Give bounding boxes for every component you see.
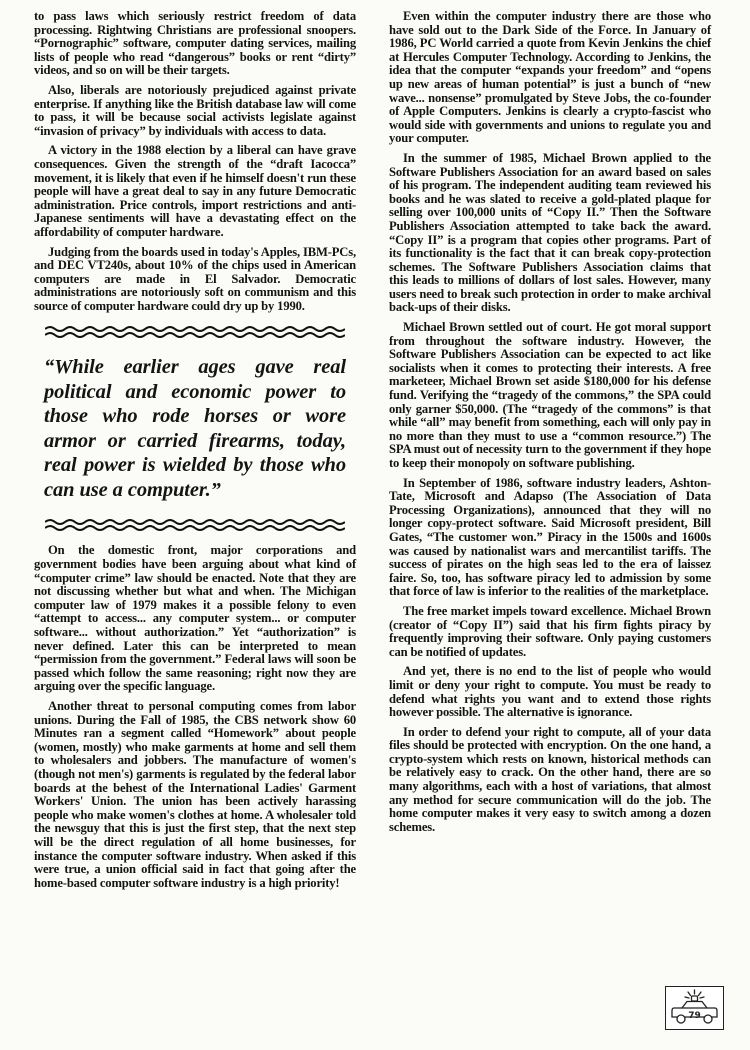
page-logo xyxy=(665,986,724,1030)
paragraph: The free market impels toward excellence. Michael Brown (creator of “Copy II”) said that his firm fights piracy by frequently improving their software. Only paying customers can be notified of updates. xyxy=(389,603,711,659)
paragraph: A victory in the 1988 election by a liberal can have grave consequences. Given the strength of the “draft Iacocca” movement, it is likely that even if he himself doesn't run these people will have a great deal to say in any future Democratic administration. Price controls, import restrictions and anti-Japanese sentiments will have a devastating effect on the affordability of computer hardware. xyxy=(34,143,356,239)
wavy-rule-top xyxy=(45,325,345,339)
paragraph: Even within the computer industry there are those who have sold out to the Dark Side of the Force. In January of 1986, PC World carried a quote from Kevin Jenkins the chief at Hercules Computer Technology. According to Jenkins, the idea that the computer “expands your freedom” and “opens up new areas of human potential” is just a bunch of “new wave... nonsense” promulgated by Steve Jobs, the co-founder of Apple Computers. Jenkins is clearly a crypto-fascist who would side with governments and unions to regulate you and your computer. xyxy=(389,9,711,146)
page-number: 79 xyxy=(688,1011,701,1021)
wavy-rule-bottom xyxy=(45,518,345,532)
pull-quote-box xyxy=(34,325,356,532)
right-column xyxy=(389,10,711,834)
paragraph: Judging from the boards used in today's Apples, IBM-PCs, and DEC VT240s, about 10% of the chips used in American computers are made in El Salvador. Democratic administrations are notoriously soft on communism and this source of computer hardware could dry up by 1990. xyxy=(34,244,356,313)
paragraph: Michael Brown settled out of court. He got moral support from throughout the software industry. However, the Software Publishers Association can be expected to act like socialists when it comes to protecting their interests. A free marketeer, Michael Brown set aside $180,000 for his defense fund. Verifying the “tragedy of the commons,” the SPA could only garner $50,000. (The “tragedy of the commons” is that while “all” may benefit from something, each will only pay in no more than they must to use a “common resource.”) The SPA must out of necessity turn to the government if they hope to keep their monopoly on software publishing. xyxy=(389,320,711,470)
car-with-beacon-icon xyxy=(666,987,723,1029)
paragraph: On the domestic front, major corporations and government bodies have been arguing about what kind of “computer crime” law should be enacted. Note that they are not discussing whether but what and when. The Michigan computer law of 1979 makes it a possible felony to even “attempt to access... any computer system... or computer software... without authorization.” Yet “authorization” is never defined. Later this can be interpreted to mean “permission from the government.” Federal laws will soon be passed which follow the same reasoning; right now they are arguing over the specific language. xyxy=(34,543,356,694)
paragraph: to pass laws which seriously restrict freedom of data processing. Rightwing Christians are professional snoopers. “Pornographic” software, computer dating services, mailing lists of people who read “dangerous” books or rent “dirty” videos, and so on will be their targets. xyxy=(34,9,356,78)
left-column xyxy=(34,10,356,890)
paragraph: And yet, there is no end to the list of people who would limit or deny your right to compute. You must be ready to defend what rights you want and to extend those rights however possible. The alternative is ignorance. xyxy=(389,664,711,720)
pull-quote: “While earlier ages gave real political and economic power to those who rode horses or wore armor or carried firearms, today, real power is wielded by those who can use a computer.” xyxy=(44,356,346,501)
paragraph: Another threat to personal computing comes from labor unions. During the Fall of 1985, the CBS network show 60 Minutes ran a segment called “Homework” about people (women, mostly) who make garments at home and sell them to wholesalers and jobbers. The manufacture of women's (though not men's) garments is regulated by the federal labor boards at the behest of the International Ladies' Garment Workers' Union. The union has been actively harassing people who make women's clothes at home. A wholesaler told the newsguy that this is just the first step, that the next step will be the direct regulation of all home businesses, for instance the computer software industry. When asked if this were true, a union official said in fact that going after the home-based computer software industry is a high priority! xyxy=(34,699,356,890)
paragraph: In order to defend your right to compute, all of your data files should be protected with encryption. On the one hand, a crypto-system which rests on known, historical methods can be relatively easy to crack. On the other hand, there are so many algorithms, each with a host of variations, that almost any method for secure communication will do the job. The home computer makes it very easy to switch among a dozen schemes. xyxy=(389,724,711,834)
paragraph: In the summer of 1985, Michael Brown applied to the Software Publishers Association for an award based on sales of his program. The independent auditing team reviewed his books and he was slated to receive a gold-plated plaque for selling over 100,000 units of “Copy II.” Then the Software Publishers Association attempted to take back the award. “Copy II” is a program that copies other programs. Part of its functionality is the fact that it can break copy-protection schemes. The Software Publishers Association claims that this leads to millions of dollars of lost sales. However, many users need to break such protection in order to make archival back-ups of their disks. xyxy=(389,150,711,315)
paragraph: In September of 1986, software industry leaders, Ashton-Tate, Microsoft and Adapso (The Association of Data Processing Organizations), announced that they will no longer copy-protect software. Said Microsoft president, Bill Gates, “The customer won.” Piracy in the 1500s and 1600s was caused by nationalist wars and mercantilist tariffs. The success of pirates on the high seas led to the era of laissez faire. So, too, has software piracy led to admission by some that force of law is inferior to the realities of the marketplace. xyxy=(389,475,711,599)
paragraph: Also, liberals are notoriously prejudiced against private enterprise. If anything like the British database law will come to pass, it will be because social activists legislate against “invasion of privacy” by individuals with access to data. xyxy=(34,82,356,138)
